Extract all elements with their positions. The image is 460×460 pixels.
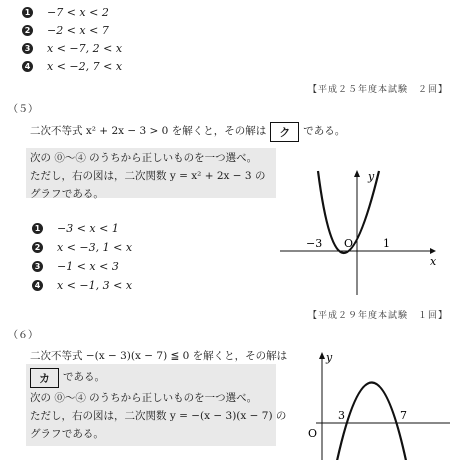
q6-root-left: 3 xyxy=(338,409,345,422)
q5-parabola-graph xyxy=(280,165,440,300)
q5-line4: グラフである。 xyxy=(30,188,104,200)
q6-line1: 二次不等式 −(x − 3)(x − 7) ≦ 0 を解くと，その解は xyxy=(30,350,288,362)
option-number: 1 xyxy=(22,7,33,18)
q5-origin-label: O xyxy=(344,237,354,250)
q6-root-right: 7 xyxy=(400,409,407,422)
q6-parabola-curve xyxy=(335,383,408,460)
q6-answer-box: カ xyxy=(30,368,59,388)
q5-y-label: y xyxy=(368,170,375,183)
q5-option-3: 3 −1 < x < 3 xyxy=(32,260,119,273)
q6-line5: グラフである。 xyxy=(30,428,104,440)
q5-line3: ただし，右の図は，二次関数 y = x² + 2x − 3 の xyxy=(30,170,266,182)
q6-parabola-graph xyxy=(300,345,450,460)
option-number: 2 xyxy=(32,242,43,253)
top-option-4: 4 x < −2, 7 < x xyxy=(22,60,122,73)
top-option-1: 1 −7 < x < 2 xyxy=(22,6,109,19)
q5-root-left: −3 xyxy=(306,237,323,250)
q5-line1: 二次不等式 x² + 2x − 3 > 0 を解くと，その解は ク である。 xyxy=(30,122,345,142)
option-number: 3 xyxy=(32,261,43,272)
q6-line2: カ である。 xyxy=(30,368,105,388)
option-number: 3 xyxy=(22,43,33,54)
q6-line4: ただし，右の図は，二次関数 y = −(x − 3)(x − 7) の xyxy=(30,410,287,422)
q6-number: （６） xyxy=(8,330,38,341)
q6-origin-label: O xyxy=(308,427,318,440)
q5-answer-box: ク xyxy=(270,122,299,142)
option-number: 4 xyxy=(22,61,33,72)
option-number: 2 xyxy=(22,25,33,36)
top-option-2: 2 −2 < x < 7 xyxy=(22,24,109,37)
q5-x-arrow-icon xyxy=(430,248,436,254)
q6-y-arrow-icon xyxy=(319,352,325,359)
q5-root-right: 1 xyxy=(383,237,390,250)
top-option-3: 3 x < −7, 2 < x xyxy=(22,42,122,55)
q5-y-arrow-icon xyxy=(354,170,360,177)
q5-option-1: 1 −3 < x < 1 xyxy=(32,222,119,235)
q5-number: （５） xyxy=(8,104,38,115)
q5-source-citation: 【平成２９年度本試験 １回】 xyxy=(307,311,448,321)
q6-y-label: y xyxy=(326,351,333,364)
option-number: 1 xyxy=(32,223,43,234)
q5-option-4: 4 x < −1, 3 < x xyxy=(32,279,132,292)
top-source-citation: 【平成２５年度本試験 ２回】 xyxy=(307,85,448,95)
option-number: 4 xyxy=(32,280,43,291)
q5-line2: 次の ⓪〜④ のうちから正しいものを一つ選べ。 xyxy=(30,152,258,164)
q6-line3: 次の ⓪〜④ のうちから正しいものを一つ選べ。 xyxy=(30,392,258,404)
q5-x-label: x xyxy=(430,255,437,268)
q5-option-2: 2 x < −3, 1 < x xyxy=(32,241,132,254)
